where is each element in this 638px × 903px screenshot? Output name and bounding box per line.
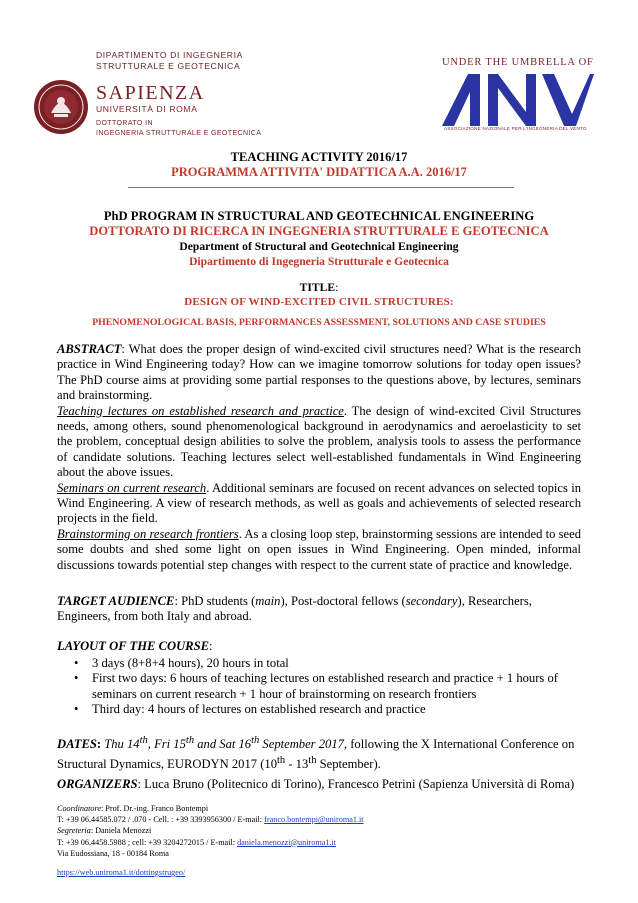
coordinator-contacts: T: +39 06.44585.072 / .070 - Cell. : +39 3393956300 / E-mail: franco.bontempi@uniroma1.it (57, 815, 364, 825)
list-item: • Third day: 4 hours of lectures on established research and practice (57, 702, 581, 717)
dept-line-1: DIPARTIMENTO DI INGEGNERIA (96, 50, 243, 60)
organizers-label: ORGANIZERS (57, 777, 138, 791)
title-label: TITLE: (299, 281, 339, 294)
dates-section: DATES: Thu 14th, Fri 15th and Sat 16th September 2017, following the X International Conference on Structural Dynamics, EURODYN 2017 (10th - 13th September). (57, 735, 575, 771)
secretary-line: Segreteria: Daniela Menozzi (57, 826, 152, 836)
secretary-email-link[interactable]: daniela.menozzi@uniroma1.it (237, 837, 337, 847)
anv-caption: ASSOCIAZIONE NAZIONALE PER L'INGEGNERIA DEL VENTO (444, 126, 587, 131)
university-name: SAPIENZA (96, 82, 205, 104)
target-audience: TARGET AUDIENCE: PhD students (main), Post-doctoral fellows (secondary), Researchers, Engineers, from both Italy and abroad. (57, 594, 532, 624)
doctorate-line-1: DOTTORATO IN (96, 120, 153, 127)
teaching-lectures-label: Teaching lectures on established research and practice (57, 403, 344, 418)
umbrella-text: UNDER THE UMBRELLA OF (442, 57, 594, 68)
footer-contacts (57, 803, 364, 878)
course-title: DESIGN OF WIND-EXCITED CIVIL STRUCTURES: (184, 296, 454, 308)
department-en: Department of Structural and Geotechnical Engineering (179, 240, 459, 253)
course-subtitle: PHENOMENOLOGICAL BASIS, PERFORMANCES ASSESSMENT, SOLUTIONS AND CASE STUDIES (92, 317, 546, 328)
anv-logo-icon (440, 70, 594, 128)
dept-line-2: STRUTTURALE E GEOTECNICA (96, 61, 241, 71)
layout-heading: LAYOUT OF THE COURSE: (57, 639, 213, 653)
website-link[interactable]: https://web.uniroma1.it/dottingstrugeo/ (57, 868, 186, 878)
organizers: ORGANIZERS: Luca Bruno (Politecnico di Torino), Francesco Petrini (Sapienza Università di Roma) (57, 777, 575, 791)
abstract-label: ABSTRACT (57, 342, 122, 356)
address: Via Eudossiana, 18 - 00184 Roma (57, 848, 169, 858)
divider (128, 187, 514, 188)
dates-label: DATES (57, 737, 97, 752)
phd-program-en: PhD PROGRAM IN STRUCTURAL AND GEOTECHNICAL ENGINEERING (103, 209, 535, 223)
list-item: • First two days: 6 hours of teaching lectures on established research and practice + 1 hours of seminars on current research + 1 hour of brainstorming on research frontiers (57, 671, 581, 702)
university-sub: UNIVERSITÀ DI ROMA (96, 104, 198, 114)
secretary-contacts: T: +39 06.4458.5988 ; cell: +39 3204272015 / E-mail: daniela.menozzi@uniroma1.it (57, 837, 337, 847)
target-audience-label: TARGET AUDIENCE (57, 594, 175, 608)
coordinator-email-link[interactable]: franco.bontempi@uniroma1.it (264, 815, 364, 825)
doctorate-line-2: INGEGNERIA STRUTTURALE E GEOTECNICA (96, 130, 262, 137)
layout-list (57, 656, 581, 718)
abstract-section: ABSTRACT: What does the proper design of wind-excited civil structures need? What is the research practice in Wind Engineering today? How can we imagine tomorrow solutions for today open issues? The PhD course aims at providing some partial responses to the questions above, by lectures, seminars and brainstorming. Teaching lectures on established research and practice. The design of wind-excited Civil Structures needs, among others, sound phenomenological background in aerodynamics and aeroelasticity to set the problem, conceptual design abilities to solve the problem, analysis tools to assess the performance of candidate solutions. Teaching lectures select well-established fundamentals in Wind Engineering about the above issues. Seminars on current research. Additional seminars are focused on recent advances on selected topics in Wind Engineering. A view of research methods, as well as goals and achievements of selected research projects in the field. Brainstorming on research frontiers. As a closing loop step, brainstorming sessions are intended to seed some doubts and shed some light on open issues in Wind Engineering. Open minded, informal discussions towards potential step changes with respect to the current state of practice and knowledge. (57, 342, 581, 572)
teaching-activity-heading: TEACHING ACTIVITY 2016/17 (230, 150, 408, 164)
sapienza-seal-icon (33, 79, 89, 135)
brainstorming-label: Brainstorming on research frontiers (57, 526, 239, 541)
department-it: Dipartimento di Ingegneria Strutturale e Geotecnica (189, 255, 449, 268)
coordinator-line: Coordinatore: Prof. Dr.-ing. Franco Bontempi (57, 804, 209, 813)
seminars-label: Seminars on current research (57, 480, 207, 495)
list-item: • 3 days (8+8+4 hours), 20 hours in total (57, 656, 581, 671)
programma-heading: PROGRAMMA ATTIVITA' DIDATTICA A.A. 2016/17 (171, 165, 467, 179)
phd-program-it: DOTTORATO DI RICERCA IN INGEGNERIA STRUTTURALE E GEOTECNICA (89, 224, 549, 238)
